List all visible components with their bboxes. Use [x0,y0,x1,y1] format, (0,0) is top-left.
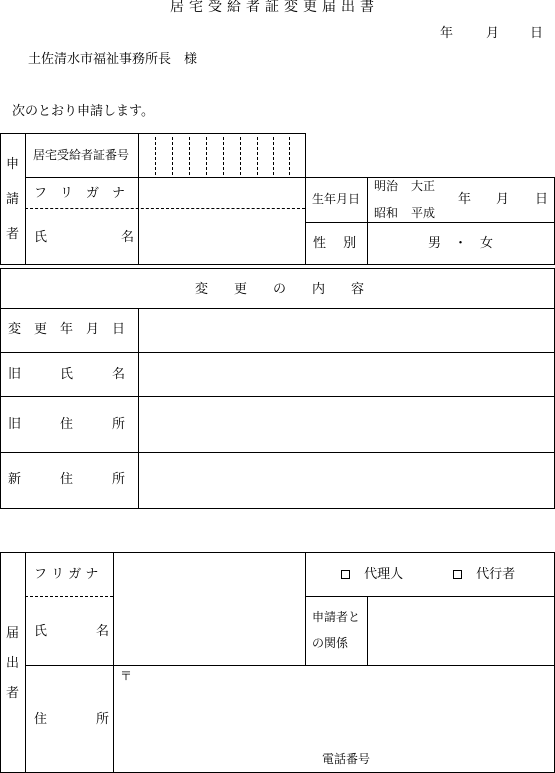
applicant-label-1: 申 [6,157,20,172]
change-date-field[interactable] [140,310,553,351]
relation-label-2: の関係 [312,636,349,650]
sex-options[interactable]: 男 ・ 女 [428,236,494,251]
sex-label: 性 別 [313,236,357,251]
era-taisho[interactable]: 大正 [411,179,436,193]
filer-furigana-label: フ リ ガ ナ [34,567,99,582]
relation-field[interactable] [369,598,553,664]
filer-label-1: 届 [6,626,20,641]
filer-label-2: 出 [6,656,20,671]
filer-name-label-left: 氏 [34,624,48,639]
filer-label-3: 者 [6,686,20,701]
filer-address-label-left: 住 [34,712,48,727]
cert-number-field[interactable] [140,135,304,176]
addressee: 土佐清水市福祉事務所長 様 [28,52,198,67]
applicant-furigana-field[interactable] [140,179,304,207]
era-meiji[interactable]: 明治 [374,179,399,193]
postal-mark: 〒 [120,669,133,683]
agent-option[interactable] [341,568,403,581]
name-label-right: 名 [121,230,135,245]
birthdate-label: 生年月日 [312,192,361,206]
proxy-option[interactable] [453,568,515,581]
cert-number-label: 居宅受給者証番号 [33,148,130,162]
birth-day-label: 日 [535,192,549,207]
applicant-label-3: 者 [6,227,20,242]
old-address-field[interactable] [140,398,553,451]
birth-year-label: 年 [458,192,472,207]
agent-checkbox[interactable] [341,570,350,579]
agent-label: 代理人 [364,567,404,582]
change-date-label: 変 更 年 月 日 [8,322,126,337]
date-month-label: 月 [486,26,500,41]
old-name-field[interactable] [140,354,553,395]
date-year-label: 年 [440,26,454,41]
filer-furigana-field[interactable] [115,554,304,595]
filer-address-label-right: 所 [96,712,110,727]
proxy-checkbox[interactable] [453,570,462,579]
era-heisei[interactable]: 平成 [411,206,436,220]
furigana-label: フ リ ガ ナ [34,186,126,201]
relation-label-1: 申請者と [312,610,361,624]
birth-month-label: 月 [496,192,510,207]
date-day-label: 日 [530,26,544,41]
filer-name-field[interactable] [115,598,304,664]
name-label-left: 氏 [34,230,48,245]
old-address-label: 旧 住 所 [8,417,126,432]
filer-name-label-right: 名 [96,624,110,639]
form-title: 居宅受給者証変更届出書 [170,0,379,15]
intro-text: 次のとおり申請します。 [12,104,154,119]
era-showa[interactable]: 昭和 [374,206,399,220]
new-address-field[interactable] [140,454,553,507]
phone-label: 電話番号 [322,752,371,766]
proxy-label: 代行者 [476,567,516,582]
applicant-label-2: 請 [6,192,20,207]
applicant-name-field[interactable] [140,210,304,263]
old-name-label: 旧 氏 名 [8,367,126,382]
new-address-label: 新 住 所 [8,472,126,487]
changes-header: 変 更 の 内 容 [195,282,365,297]
